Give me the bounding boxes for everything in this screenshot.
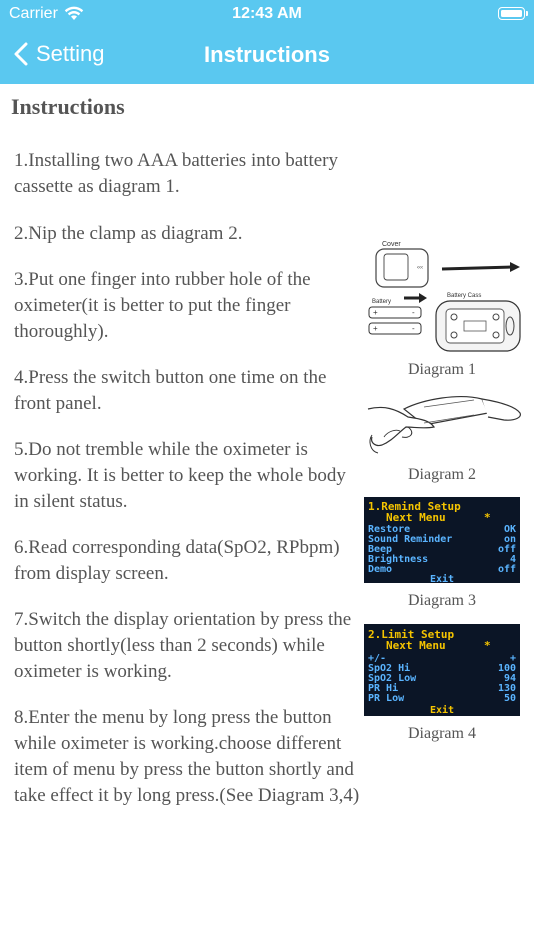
- diagram-3-row-value: off: [497, 564, 516, 575]
- step-4: 4.Press the switch button one time on the front panel.: [14, 367, 327, 414]
- back-label: Setting: [36, 41, 105, 66]
- diagram-3-row-value: off: [497, 544, 516, 555]
- diagram-3-caption: Diagram 3: [408, 592, 476, 609]
- instructions-content: [0, 84, 534, 950]
- step-1: 1.Installing two AAA batteries into battery cassette as diagram 1.: [14, 150, 339, 197]
- diagram-3-exit: Exit: [429, 574, 455, 583]
- diagram-1-battery-illustration: [364, 237, 524, 357]
- diagram-4-row-label: PR Low: [368, 693, 405, 704]
- step-8: 8.Enter the menu by long press the button while oximeter is working.choose different item of menu by press the button shortly and take effect it by long press.(See Diagram 3,4): [14, 707, 360, 806]
- diagram-2-finger-illustration: [364, 387, 524, 457]
- diagram-4-row-label: SpO2 Hi: [368, 663, 411, 674]
- battery-icon: [498, 7, 525, 20]
- diagram-1-cover-label: Cover: [382, 241, 401, 248]
- diagram-1-caption: Diagram 1: [408, 361, 476, 378]
- diagram-3-row-label: Restore: [368, 524, 411, 535]
- diagram-1-case-label: Battery Cass: [447, 293, 482, 299]
- section-heading: Instructions: [11, 94, 125, 119]
- diagram-4-row-label: PR Hi: [368, 683, 399, 694]
- step-2: 2.Nip the clamp as diagram 2.: [14, 223, 243, 244]
- svg-text:*: *: [484, 511, 491, 524]
- svg-text:+: +: [373, 324, 378, 333]
- diagram-4-row-label: +/-: [368, 653, 387, 664]
- diagram-4-row-label: SpO2 Low: [368, 673, 417, 684]
- diagram-3-remind-setup-screen: [364, 497, 520, 583]
- diagram-4-caption: Diagram 4: [408, 725, 476, 742]
- navigation-bar: [0, 30, 534, 80]
- step-5: 5.Do not tremble while the oximeter is working. It is better to keep the whole body in silent status.: [14, 439, 346, 512]
- svg-text:+: +: [373, 308, 378, 317]
- diagram-3-row-label: Demo: [368, 564, 393, 575]
- diagram-4-limit-setup-screen: [364, 624, 520, 716]
- diagram-1-battery-label: Battery: [372, 299, 392, 305]
- diagram-2-caption: Diagram 2: [408, 466, 476, 483]
- diagram-4-subtitle: Next Menu: [386, 639, 446, 652]
- diagram-4-exit: Exit: [429, 705, 455, 716]
- diagram-4-row-value: 100: [497, 663, 516, 674]
- diagram-3-row-value: OK: [503, 524, 516, 535]
- diagram-3-row-label: Beep: [368, 544, 393, 555]
- svg-text:‹‹‹: ‹‹‹: [417, 265, 423, 271]
- diagram-4-row-value: 50: [503, 693, 516, 704]
- diagram-3-row-value: 4: [509, 554, 516, 565]
- diagram-4-row-value: 94: [503, 673, 516, 684]
- diagram-4-row-value: 130: [497, 683, 516, 694]
- top-bar: [0, 0, 534, 84]
- diagram-3-row-label: Brightness: [368, 554, 429, 565]
- diagram-3-row-value: on: [503, 534, 516, 545]
- diagram-4-title: 2.Limit Setup: [368, 628, 455, 641]
- status-time: 12:43 AM: [232, 5, 302, 22]
- status-bar: [0, 0, 534, 28]
- step-6: 6.Read corresponding data(SpO2, RPbpm) from display screen.: [14, 537, 340, 584]
- carrier-label: Carrier: [9, 5, 58, 22]
- svg-text:-: -: [412, 324, 415, 333]
- diagram-4-row-value: +: [509, 653, 516, 664]
- step-7: 7.Switch the display orientation by press the button shortly(less than 2 seconds) while oximeter is working.: [14, 609, 352, 682]
- diagram-3-title: 1.Remind Setup: [368, 500, 461, 513]
- page-title: Instructions: [204, 42, 330, 67]
- diagram-3-subtitle: Next Menu: [386, 511, 446, 524]
- step-3: 3.Put one finger into rubber hole of the oximeter(it is better to put the finger thoroughly).: [14, 269, 311, 342]
- svg-text:-: -: [412, 308, 415, 317]
- diagram-3-row-label: Sound Reminder: [368, 534, 453, 545]
- svg-text:*: *: [484, 639, 491, 652]
